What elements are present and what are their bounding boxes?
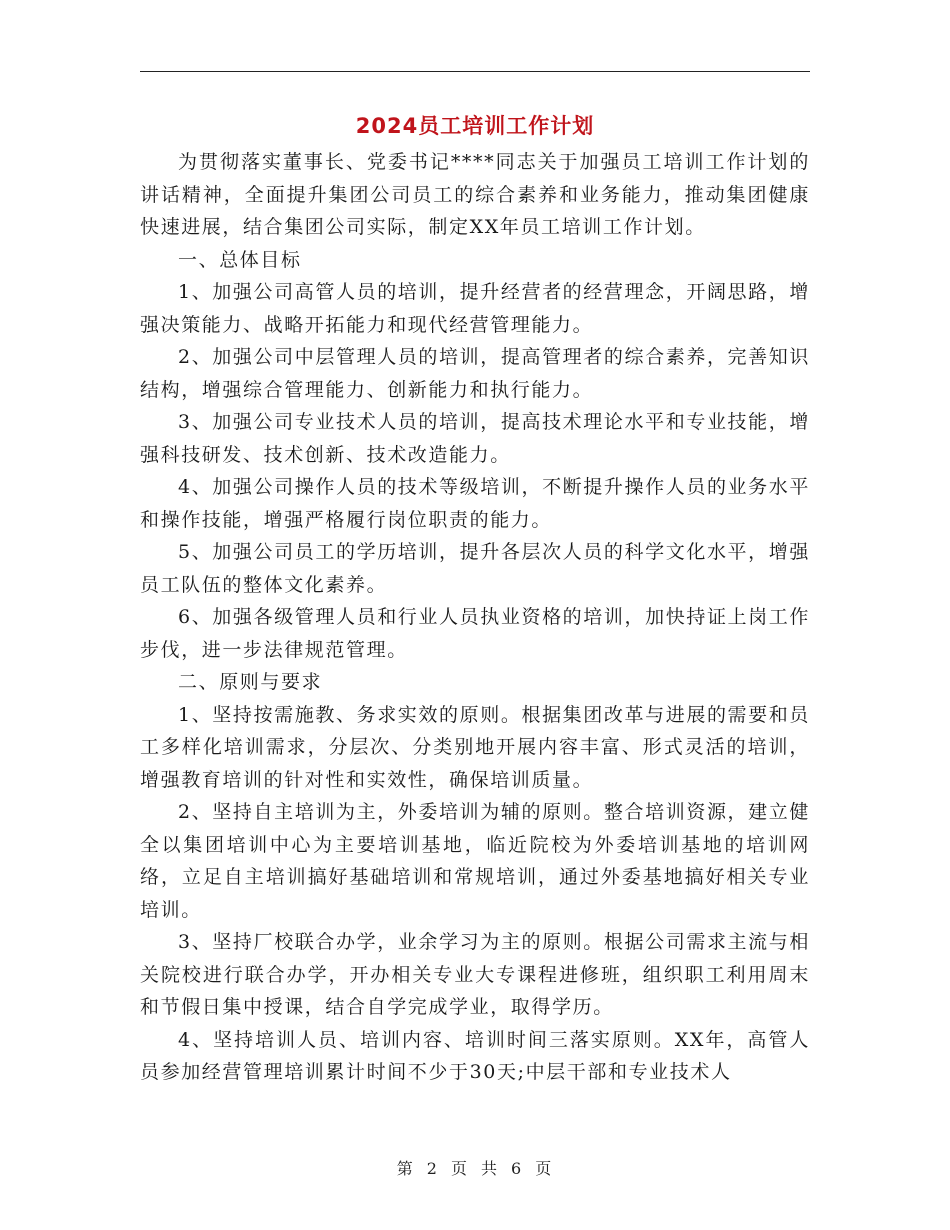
intro-paragraph: 为贯彻落实董事长、党委书记****同志关于加强员工培训工作计划的讲话精神，全面提升集团公司员工的综合素养和业务能力，推动集团健康快速进展，结合集团公司实际，制定XX年员工培训工作计划。 bbox=[140, 151, 810, 238]
section-heading: 一、总体目标 bbox=[178, 248, 302, 271]
page-number-total: 6 bbox=[511, 1159, 524, 1178]
list-item: 2、坚持自主培训为主，外委培训为辅的原则。整合培训资源，建立健全以集团培训中心为主要培训基地，临近院校为外委培训基地的培训网络，立足自主培训搞好基础培训和常规培训，通过外委基地搞好相关专业培训。 bbox=[140, 801, 810, 921]
page-label-mid: 页 bbox=[450, 1159, 469, 1178]
list-item: 1、加强公司高管人员的培训，提升经营者的经营理念，开阔思路，增强决策能力、战略开拓能力和现代经营管理能力。 bbox=[140, 281, 810, 336]
document-body bbox=[140, 146, 810, 1089]
list-item: 1、坚持按需施教、务求实效的原则。根据集团改革与进展的需要和员工多样化培训需求，分层次、分类别地开展内容丰富、形式灵活的培训，增强教育培训的针对性和实效性，确保培训质量。 bbox=[140, 703, 810, 791]
list-item: 5、加强公司员工的学历培训，提升各层次人员的科学文化水平，增强员工队伍的整体文化素养。 bbox=[140, 541, 810, 596]
page-label-prefix: 第 bbox=[396, 1159, 415, 1178]
list-item: 6、加强各级管理人员和行业人员执业资格的培训，加快持证上岗工作步伐，进一步法律规范管理。 bbox=[140, 606, 810, 661]
list-item: 2、加强公司中层管理人员的培训，提高管理者的综合素养，完善知识结构，增强综合管理能力、创新能力和执行能力。 bbox=[140, 346, 810, 401]
header-rule bbox=[140, 71, 810, 72]
section-heading: 二、原则与要求 bbox=[178, 671, 323, 693]
total-label: 共 bbox=[481, 1159, 500, 1178]
list-item: 3、坚持厂校联合办学，业余学习为主的原则。根据公司需求主流与相关院校进行联合办学，开办相关专业大专课程进修班，组织职工利用周末和节假日集中授课，结合自学完成学业，取得学历。 bbox=[140, 931, 810, 1018]
document-title: 2024员工培训工作计划 bbox=[355, 114, 595, 138]
page-label-suffix: 页 bbox=[535, 1159, 554, 1178]
list-item: 4、加强公司操作人员的技术等级培训，不断提升操作人员的业务水平和操作技能，增强严格履行岗位职责的能力。 bbox=[140, 476, 810, 531]
page-number-current: 2 bbox=[426, 1159, 439, 1178]
list-item: 3、加强公司专业技术人员的培训，提高技术理论水平和专业技能，增强科技研发、技术创新、技术改造能力。 bbox=[140, 411, 810, 466]
list-item: 4、坚持培训人员、培训内容、培训时间三落实原则。XX年，高管人员参加经营管理培训累计时间不少于30天;中层干部和专业技术人 bbox=[140, 1028, 810, 1083]
page-footer bbox=[0, 1156, 950, 1179]
